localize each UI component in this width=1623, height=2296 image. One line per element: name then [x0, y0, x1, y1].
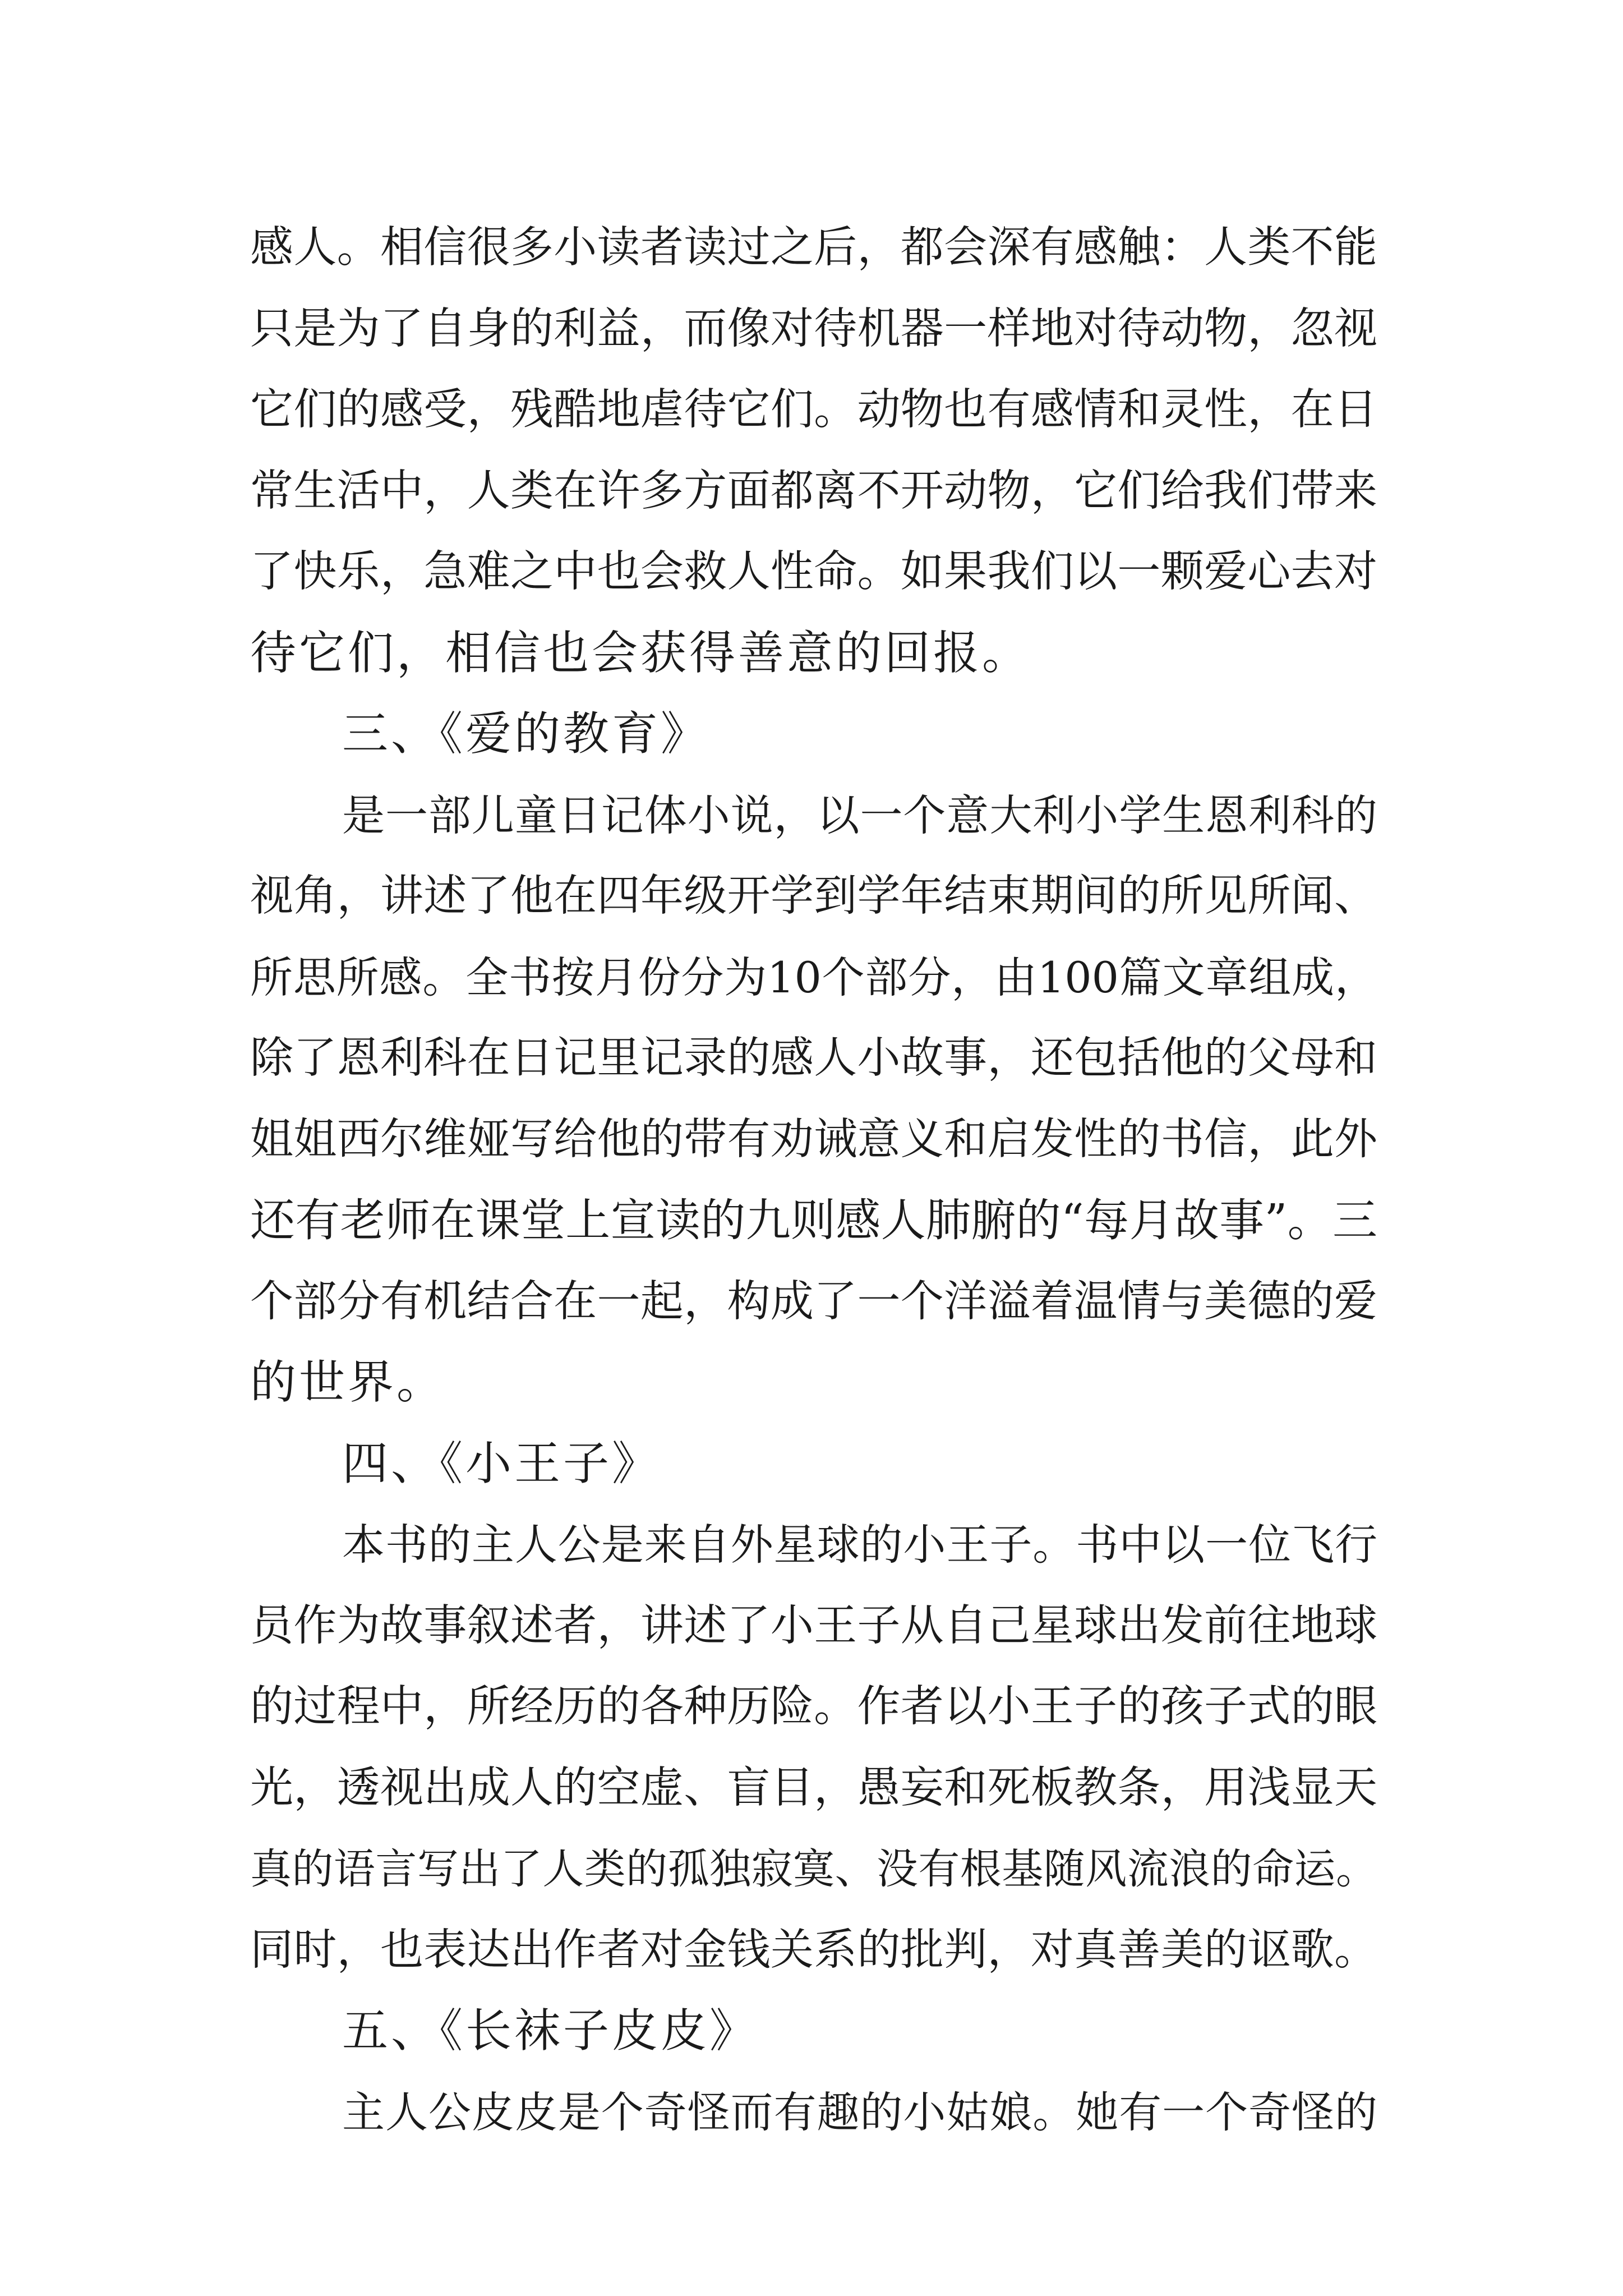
paragraph-line: 视角，讲述了他在四年级开学到学年结束期间的所见所闻、	[250, 871, 1377, 921]
paragraph-line: 待它们，相信也会获得善意的回报。	[250, 626, 1031, 680]
paragraph-line: 光，透视出成人的空虚、盲目，愚妄和死板教条，用浅显天	[250, 1763, 1377, 1813]
paragraph-line: 的世界。	[250, 1356, 446, 1409]
section-heading: 三、《爱的教育》	[342, 707, 710, 761]
paragraph-line: 它们的感受，残酷地虐待它们。动物也有感情和灵性，在日	[250, 385, 1377, 435]
paragraph-line: 了快乐，急难之中也会救人性命。如果我们以一颗爱心去对	[250, 547, 1377, 597]
paragraph-line: 员作为故事叙述者，讲述了小王子从自己星球出发前往地球	[250, 1600, 1377, 1651]
section-heading: 四、《小王子》	[342, 1437, 661, 1490]
section-heading: 五、《长袜子皮皮》	[342, 2004, 759, 2058]
paragraph-line: 主人公皮皮是个奇怪而有趣的小姑娘。她有一个奇怪的	[342, 2087, 1377, 2137]
paragraph-line: 的过程中，所经历的各种历险。作者以小王子的孩子式的眼	[250, 1682, 1377, 1732]
paragraph-line: 同时，也表达出作者对金钱关系的批判，对真善美的讴歌。	[250, 1925, 1377, 1975]
paragraph-line: 还有老师在课堂上宣读的九则感人肺腑的“每月故事”。三	[250, 1194, 1377, 1246]
body-text	[250, 208, 1377, 2153]
paragraph-line: 本书的主人公是来自外星球的小王子。书中以一位飞行	[342, 1520, 1377, 1570]
paragraph-line: 除了恩利科在日记里记录的感人小故事，还包括他的父母和	[250, 1033, 1377, 1083]
paragraph-line: 只是为了自身的利益，而像对待机器一样地对待动物，忽视	[250, 303, 1377, 354]
paragraph-line: 姐姐西尔维娅写给他的带有劝诫意义和启发性的书信，此外	[250, 1114, 1377, 1165]
paragraph-line: 常生活中，人类在许多方面都离不开动物，它们给我们带来	[250, 466, 1377, 516]
paragraph-line: 是一部儿童日记体小说，以一个意大利小学生恩利科的	[342, 790, 1377, 840]
paragraph-line: 个部分有机结合在一起，构成了一个洋溢着温情与美德的爱	[250, 1276, 1377, 1327]
paragraph-line: 真的语言写出了人类的孤独寂寞、没有根基随风流浪的命运。	[250, 1845, 1377, 1893]
paragraph-line: 所思所感。全书按月份分为10个部分，由100篇文章组成，	[250, 952, 1377, 1002]
paragraph-line: 感人。相信很多小读者读过之后，都会深有感触：人类不能	[250, 223, 1377, 273]
